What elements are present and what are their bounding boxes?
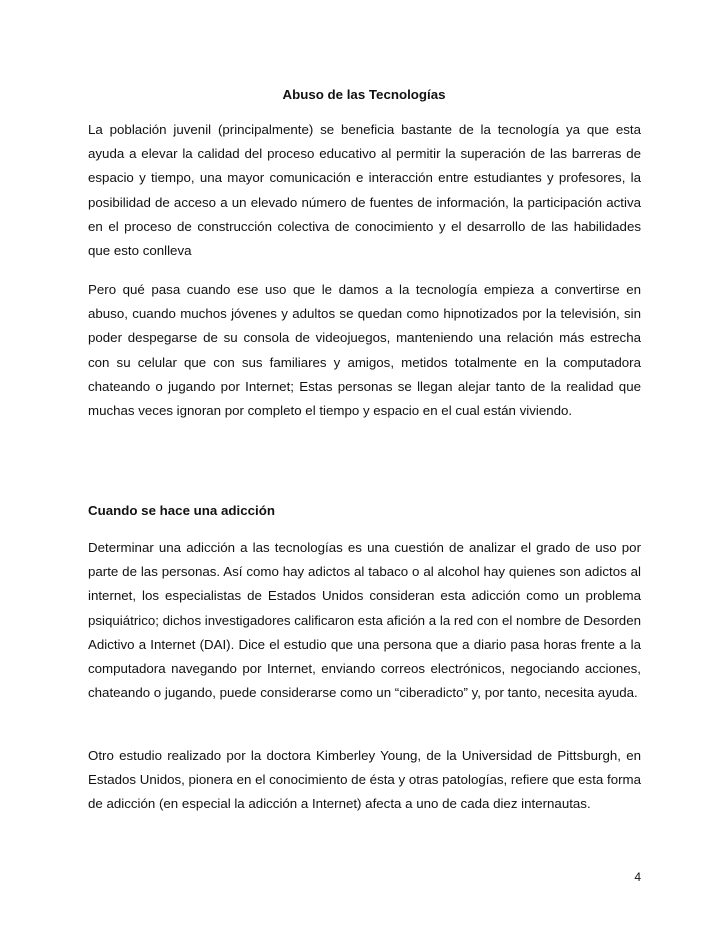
- section-heading-addiction: Cuando se hace una adicción: [88, 503, 275, 518]
- document-title: Abuso de las Tecnologías: [282, 87, 446, 102]
- paragraph-kimberley-young-study: Otro estudio realizado por la doctora Kimberley Young, de la Universidad de Pittsburgh, en Estados Unidos, pionera en el conocimiento de ésta y otras patologías, refiere que esta forma de adicción (en especial la adicción a Internet) afecta a uno de cada diez internautas.: [88, 748, 641, 812]
- paragraph-youth-benefit: La población juvenil (principalmente) se beneficia bastante de la tecnología ya que esta ayuda a elevar la calidad del proceso educativo al permitir la superación de las barreras de espacio y tiempo, una mayor comunicación e interacción entre estudiantes y profesores, la posibilidad de acceso a un elevado número de fuentes de información, la participación activa en el proceso de construcción colectiva de conocimiento y el desarrollo de las habilidades que esto conlleva: [88, 122, 641, 259]
- paragraph-addiction-definition: Determinar una adicción a las tecnologías es una cuestión de analizar el grado de uso por parte de las personas. Así como hay adictos al tabaco o al alcohol hay quienes son adictos al internet, los especialistas de Estados Unidos consideran esta adicción como un problema psiquiátrico; dichos investigadores calificaron esta afición a la red con el nombre de Desorden Adictivo a Internet (DAI). Dice el estudio que una persona que a diario pasa horas frente a la computadora navegando por Internet, enviando correos electrónicos, negociando acciones, chateando o jugando, puede considerarse como un “ciberadicto” y, por tanto, necesita ayuda.: [88, 540, 641, 701]
- page-number: 4: [634, 870, 641, 884]
- paragraph-technology-abuse: Pero qué pasa cuando ese uso que le damos a la tecnología empieza a convertirse en abuso, cuando muchos jóvenes y adultos se quedan como hipnotizados por la televisión, sin poder despegarse de su consola de videojuegos, manteniendo una relación más estrecha con su celular que con sus familiares y amigos, metidos totalmente en la computadora chateando o jugando por Internet; Estas personas se llegan alejar tanto de la realidad que muchas veces ignoran por completo el tiempo y espacio en el cual están viviendo.: [88, 282, 641, 419]
